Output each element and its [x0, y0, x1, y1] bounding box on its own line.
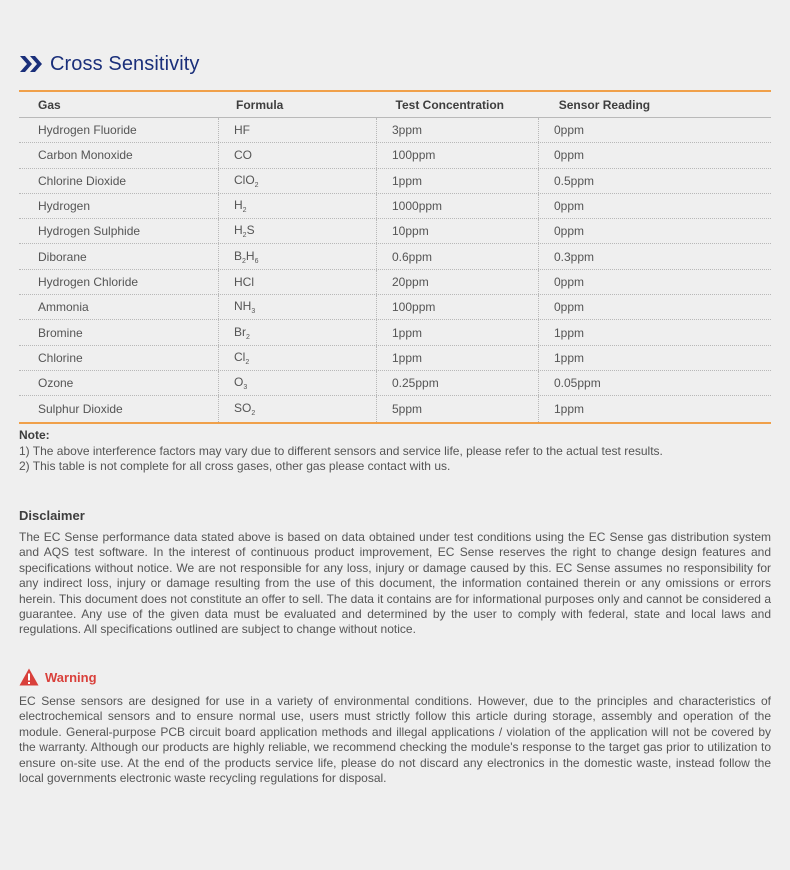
reading-cell: 0ppm [554, 274, 585, 289]
notes [19, 428, 663, 475]
table-row [19, 194, 771, 219]
reading-cell: 0ppm [554, 148, 585, 163]
formula-cell [219, 118, 377, 142]
table-row [19, 219, 771, 244]
reading-cell: 0ppm [554, 300, 585, 315]
gas-cell: Chlorine [19, 346, 219, 370]
formula-text [234, 198, 247, 214]
warning-text: EC Sense sensors are designed for use in a variety of environmental conditions. However, due to the principles and characteristics of electrochemical sensors and to ensure normal use, users must strictly follow this article during storage, assembly and operation of the module. General-purpose PCB circuit board application methods and illegal applications / violation of the application will not be covered by the warranty. Although our products are highly reliable, we recommend checking the module's response to the target gas prior to utilization to ensure on-site use. At the end of the products service life, please do not discard any electronics in the domestic waste, instead follow the local governments electronic waste recycling regulations for disposal. [19, 694, 771, 786]
concentration-cell: 5ppm [377, 396, 539, 421]
concentration-cell: 0.25ppm [377, 371, 539, 395]
reading-cell: 0.05ppm [554, 376, 601, 391]
double-chevron-right-icon [19, 54, 45, 74]
formula-symbol: HF [234, 123, 250, 138]
concentration-cell: 20ppm [377, 270, 539, 294]
concentration-cell: 1000ppm [377, 194, 539, 218]
gas-cell: Ozone [19, 371, 219, 395]
warning-title: Warning [45, 669, 97, 685]
formula-symbol: H [245, 248, 255, 263]
cross-sensitivity-table [19, 90, 771, 424]
formula-symbol: H [234, 198, 243, 213]
gas-cell: Carbon Monoxide [19, 143, 219, 167]
table-row [19, 169, 771, 194]
reading-cell: 1ppm [554, 350, 585, 365]
column-header-formula: Formula [235, 97, 284, 112]
formula-text [234, 350, 249, 366]
formula-cell [219, 371, 377, 395]
table-row [19, 270, 771, 295]
formula-symbol: Cl [234, 349, 246, 364]
formula-symbol: ClO [234, 172, 255, 187]
warning-header [19, 668, 97, 686]
concentration-cell: 1ppm [377, 320, 539, 344]
formula-symbol: SO [234, 400, 252, 415]
reading-cell: 0.5ppm [554, 173, 595, 188]
formula-text [234, 299, 255, 315]
note-item: 1) The above interference factors may vary due to different sensors and service life, please refer to the actual test results. [19, 443, 663, 458]
concentration-cell: 1ppm [377, 346, 539, 370]
gas-cell: Sulphur Dioxide [19, 396, 219, 421]
reading-cell: 0ppm [554, 199, 585, 214]
concentration-cell: 3ppm [377, 118, 539, 142]
column-header-gas: Gas [38, 97, 61, 112]
formula-subscript: 3 [243, 384, 248, 392]
reading-cell: 0.3ppm [554, 249, 595, 264]
formula-cell [219, 346, 377, 370]
formula-symbol: S [246, 223, 255, 238]
table-row [19, 371, 771, 396]
table-row [19, 143, 771, 168]
formula-cell [219, 219, 377, 243]
disclaimer-title: Disclaimer [19, 508, 85, 523]
gas-cell: Hydrogen [19, 194, 219, 218]
column-header-reading: Sensor Reading [558, 97, 651, 112]
warning-triangle-icon [19, 668, 39, 686]
gas-cell: Chlorine Dioxide [19, 169, 219, 193]
formula-symbol: O [234, 375, 244, 390]
column-header-concentration: Test Concentration [395, 97, 504, 112]
gas-cell: Hydrogen Fluoride [19, 118, 219, 142]
section-header [19, 51, 200, 77]
formula-symbol: HCl [234, 274, 254, 289]
reading-cell: 0ppm [554, 123, 585, 138]
formula-text [234, 325, 250, 341]
concentration-cell: 10ppm [377, 219, 539, 243]
concentration-cell: 100ppm [377, 295, 539, 319]
formula-cell [219, 244, 377, 268]
disclaimer-text: The EC Sense performance data stated above is based on data obtained under test conditions using the EC Sense gas distribution system and AQS test software. In the interest of continuous product improvement, EC Sense reserves the right to change design features and specifications without notice. We are not responsible for any loss, injury or damage caused by this. EC Sense assumes no responsibility for any indirect loss, injury or damage resulting from the use of this document, the information contained therein or any omissions or errors herein. This document does not constitute an offer to sell. The data it contains are for informational purposes only and cannot be considered a guarantee. Any use of the given data must be evaluated and determined by the user to comply with federal, state and local laws and regulations. All specifications outlined are subject to change without notice. [19, 530, 771, 637]
formula-subscript: 2 [251, 409, 256, 417]
formula-text [234, 223, 255, 239]
table-row [19, 295, 771, 320]
formula-cell [219, 169, 377, 193]
concentration-cell: 0.6ppm [377, 244, 539, 268]
formula-text [234, 375, 247, 391]
page-title: Cross Sensitivity [50, 52, 200, 75]
reading-cell: 1ppm [554, 325, 585, 340]
gas-cell: Ammonia [19, 295, 219, 319]
formula-text [234, 249, 259, 265]
formula-subscript: 2 [242, 232, 247, 240]
formula-symbol: Br [234, 324, 246, 339]
notes-title: Note: [19, 428, 50, 442]
table-row [19, 320, 771, 345]
formula-text [234, 401, 255, 417]
table-row [19, 244, 771, 269]
formula-text [234, 123, 250, 137]
formula-symbol: NH [234, 299, 252, 314]
formula-subscript: 6 [254, 257, 259, 265]
reading-cell: 1ppm [554, 401, 585, 416]
formula-cell [219, 295, 377, 319]
formula-symbol: H [234, 223, 243, 238]
formula-cell [219, 396, 377, 421]
note-item: 2) This table is not complete for all cross gases, other gas please contact with us. [19, 459, 451, 473]
table-row [19, 396, 771, 421]
formula-text [234, 148, 252, 162]
formula-cell [219, 143, 377, 167]
formula-subscript: 3 [251, 308, 256, 316]
formula-subscript: 2 [242, 207, 247, 215]
gas-cell: Diborane [19, 244, 219, 268]
reading-cell: 0ppm [554, 224, 585, 239]
table-body [19, 118, 771, 422]
gas-cell: Hydrogen Sulphide [19, 219, 219, 243]
formula-cell [219, 194, 377, 218]
formula-subscript: 2 [245, 358, 250, 366]
gas-cell: Bromine [19, 320, 219, 344]
concentration-cell: 1ppm [377, 169, 539, 193]
table-header [19, 92, 771, 118]
formula-symbol: CO [234, 148, 252, 163]
formula-subscript: 2 [242, 257, 246, 265]
gas-cell: Hydrogen Chloride [19, 270, 219, 294]
formula-text [234, 173, 259, 189]
formula-subscript: 2 [246, 333, 250, 341]
formula-cell [219, 270, 377, 294]
formula-text [234, 275, 254, 289]
formula-subscript: 2 [254, 181, 259, 189]
table-row [19, 118, 771, 143]
formula-cell [219, 320, 377, 344]
concentration-cell: 100ppm [377, 143, 539, 167]
table-row [19, 346, 771, 371]
formula-symbol: B [234, 248, 243, 263]
